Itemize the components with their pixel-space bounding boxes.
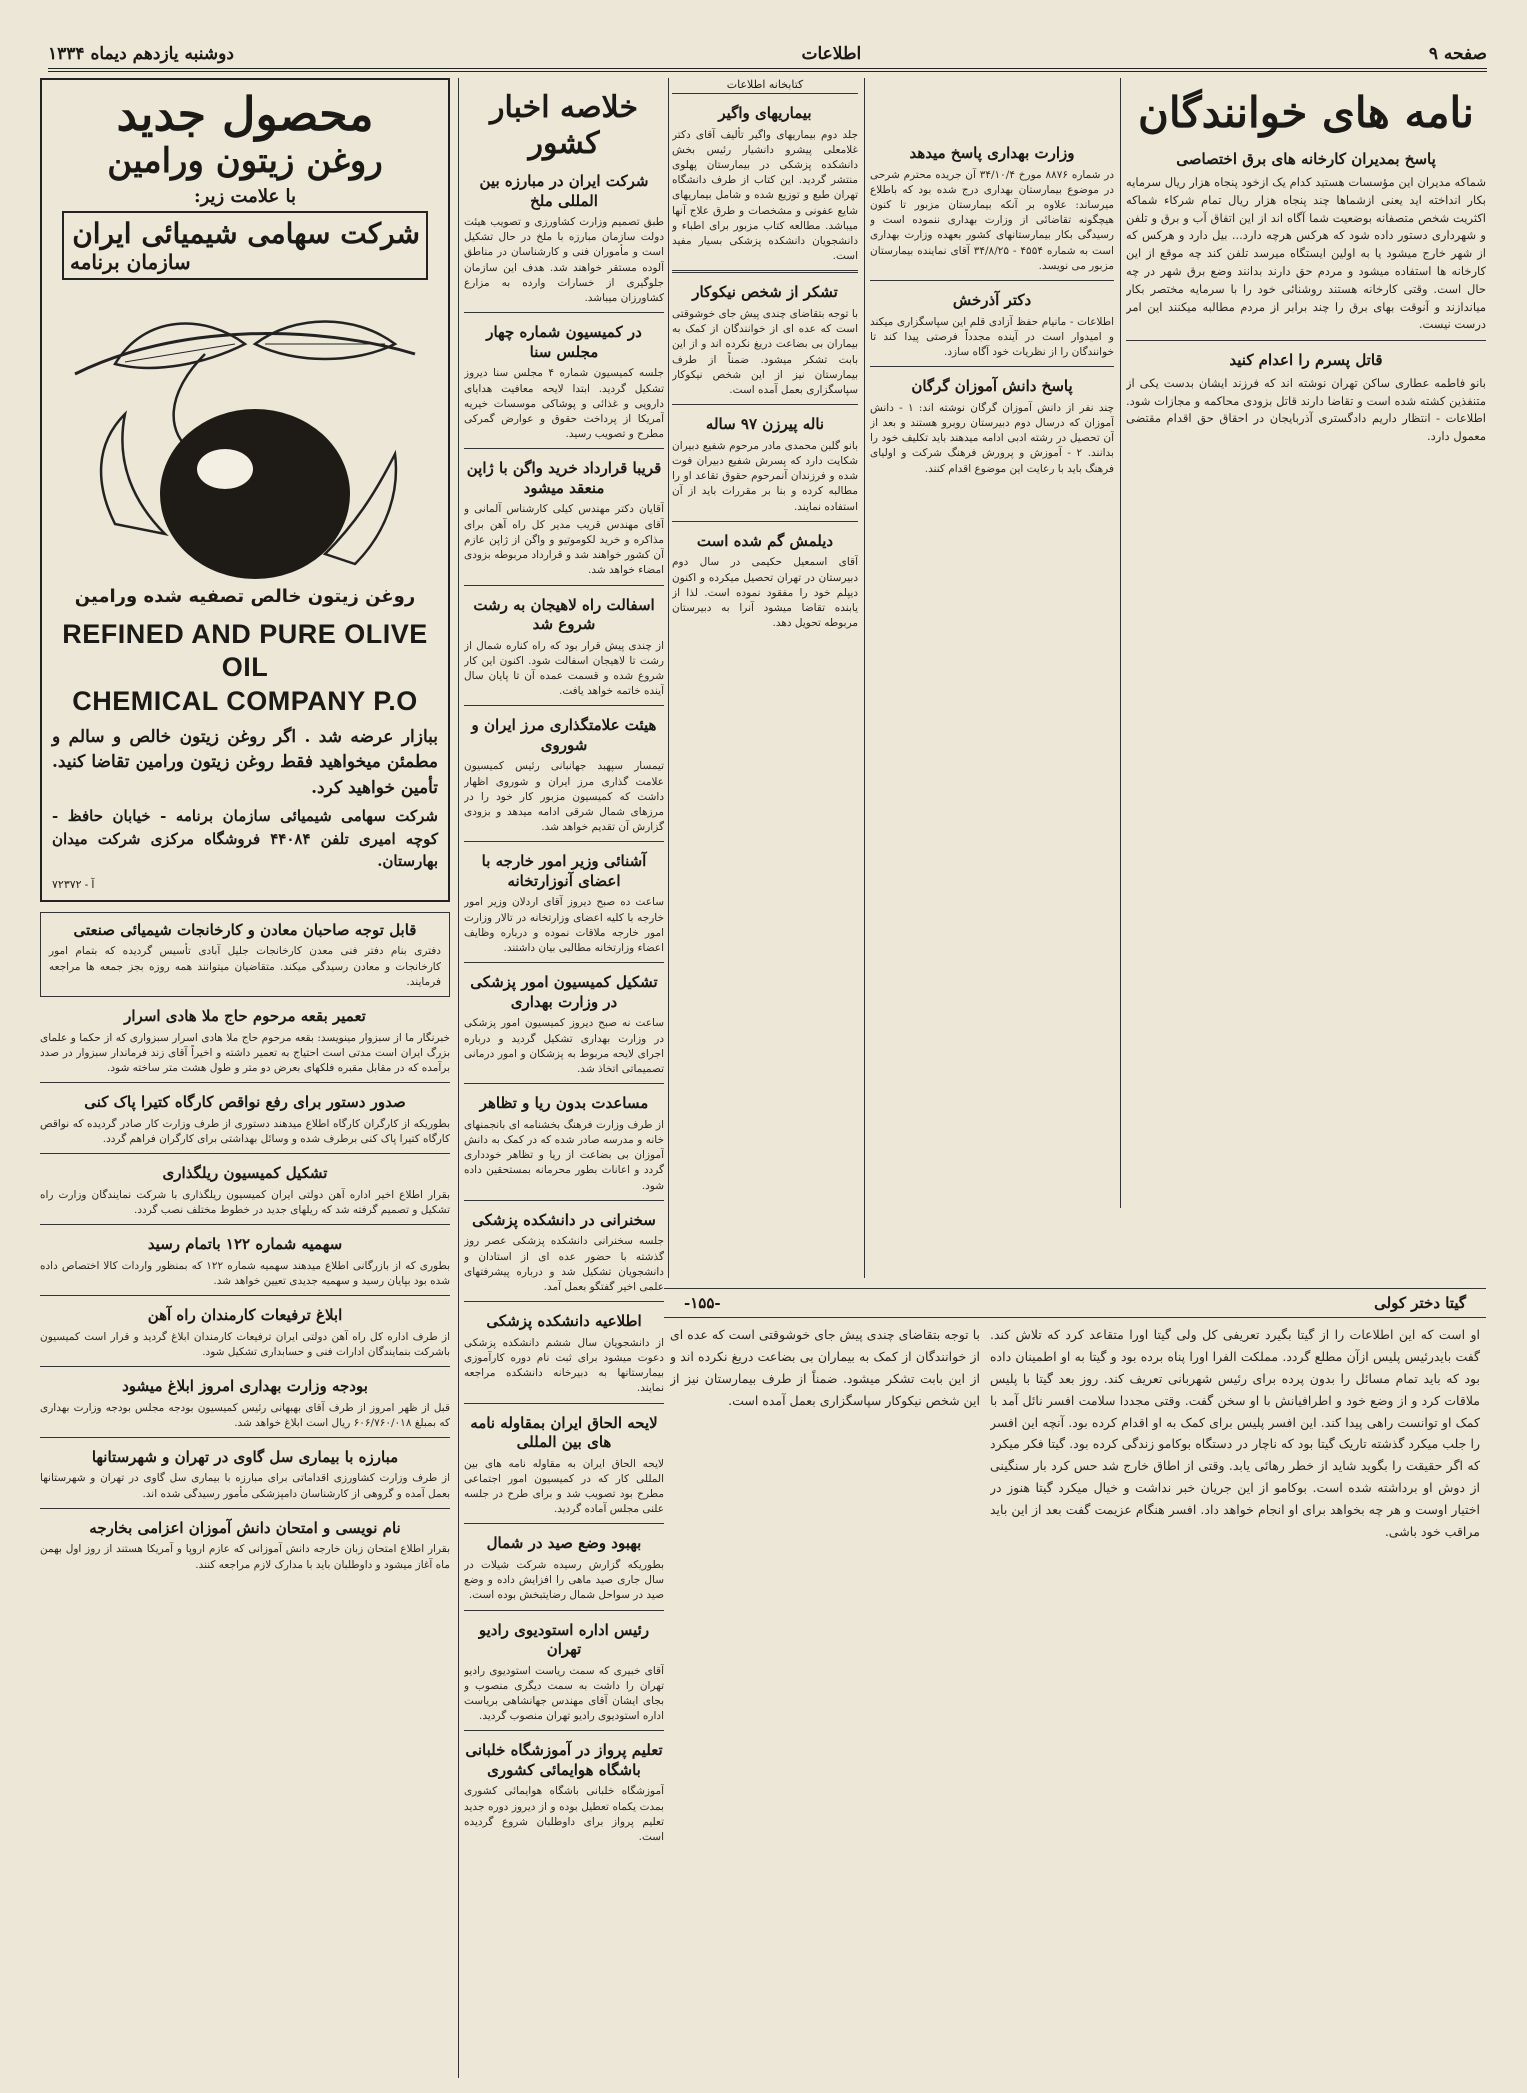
news-heading: اسفالت راه لاهیجان به رشت شروع شد (473, 595, 655, 633)
misc-heading: دیلمش گم شده است (696, 531, 834, 550)
news-title: خلاصه اخبار کشور (489, 90, 638, 161)
news-body: آقای خبیری که سمت ریاست استودیوی رادیو تهران را داشت به سمت دیگری منصوب و بجای ایشان آقای مهندس جهانشاهی بریاست اداره استودیوی رادیو تهران منصوب گردید. (464, 1664, 664, 1723)
masthead-rule (48, 68, 1487, 72)
news-body: ساعت ده صبح دیروز آقای اردلان وزیر امور خارجه با کلیه اعضای وزارتخانه در تالار وزارت امور خارجه ملاقات نموده و درباره وظایف اعضاء وزارتخانه مطالبی بیان داشتند. (464, 896, 664, 955)
ad-english-line-1: REFINED AND PURE OLIVE OIL (62, 618, 428, 683)
divider (464, 1403, 664, 1404)
letter-body: چند نفر از دانش آموزان گرگان نوشته اند: ۱ - دانش آموزان که درسال دوم دبیرستان روبرو هستند و بعد از آن تحصیل در رشته ادبی ادامه میدهند باید تکلیف خود را بدانند. ۲ - آموزش و پرورش فرهنگ شرکت و اولیای فرهنگ باید با رعایت این موضوع اقدام کنند. (870, 401, 1114, 475)
misc-column (672, 78, 858, 1258)
news-body: طبق تصمیم وزارت کشاورزی و تصویب هیئت دولت سازمان مبارزه با ملخ در حال تشکیل است و مأموران فنی و کارشناسان در مناطق آلوده مستقر خواهند شد. هدف این سازمان جلوگیری از خسارات وارده به مزارع کشاورزان میباشد. (464, 216, 664, 305)
divider (464, 1730, 664, 1731)
left-news-heading: سهمیه شماره ۱۲۲ باتمام رسید (147, 1235, 343, 1254)
left-news-heading: تشکیل کمیسیون ریلگذاری (162, 1164, 328, 1183)
divider (464, 1610, 664, 1611)
left-news-body: خبرنگار ما از سبزوار مینویسد: بقعه مرحوم حاج ملا هادی اسرار سبزواری که از حکما و علمای بزرگ ایران است مدتی است احتیاج به تعمیر داشته و اخیراً آقای زند فرماندار سبزوار در صدد برآمده که در مقابل مقبره فلکهای بعرض دو متر و طول هشت متر ساخته شود. (40, 1031, 450, 1075)
ad-logo-box (62, 211, 428, 280)
letter-body: در شماره ۸۸۷۶ مورخ ۳۴/۱۰/۴ آن جریده محترم شرحی در موضوع بیمارستان بهداری درج شده بود که باطلاع میرساند: علاوه بر آنکه بیمارستان مزبور تا کنون هیچگونه تقاضائی از وزارت بهداری ننموده است و رسیدگی بکار بیمارستانهای کشور بعهده وزارت بهداری است به شماره ۴۵۵۴ - ۳۴/۸/۲۵ آقای نماینده بیمارستان مزبور می نویسد. (870, 168, 1114, 272)
letter-heading: دکتر آذرخش (952, 291, 1032, 310)
misc-heading: ناله پیرزن ۹۷ ساله (705, 415, 825, 434)
ad-product-line: روغن زیتون خالص تصفیه شده ورامین (74, 585, 416, 607)
left-news-heading: نام نویسی و امتحان دانش آموزان اعزامی بخارجه (89, 1518, 401, 1537)
left-news-heading: صدور دستور برای رفع نواقص کارگاه کتیرا پاک کنی (84, 1093, 406, 1112)
serial-body-cont: با توجه بتقاضای چندی پیش جای خوشوقتی است که عده ای از خوانندگان از کمک به بیماران بی بضاعت دریغ نکرده اند و از این بابت تشکر میشود. ضمناً از طرف بیمارستان نیز از این شخص نیکوکار سپاسگزاری بعمل آمده است. (670, 1327, 980, 1408)
divider (672, 521, 858, 522)
ad-address: شرکت سهامی شیمیائی سازمان برنامه - خیابان حافظ - کوچه امیری تلفن ۴۴۰۸۴ فروشگاه مرکزی شرکت میدان بهارستان. (52, 807, 438, 871)
divider (40, 1366, 450, 1367)
column-separator (458, 78, 459, 2078)
divider (40, 1153, 450, 1154)
news-body: ساعت نه صبح دیروز کمیسیون امور پزشکی در وزارت بهداری تشکیل گردید و درباره اجرای لایحه مربوط به پزشکان و امور درمانی تصمیماتی اتخاذ شد. (464, 1017, 664, 1075)
ad-org-fa: سازمان برنامه (70, 249, 191, 274)
left-news-body: از طرف وزارت کشاورزی اقداماتی برای مبارزه با بیماری سل گاوی در تهران و شهرستانها بعمل آمده و گروهی از کارشناسان دامپزشکی مأمور رسیدگی شده اند. (40, 1472, 450, 1500)
news-body: جلسه سخنرانی دانشکده پزشکی عصر روز گذشته با حضور عده ای از استادان و دانشجویان تشکیل شد و درباره پیشرفتهای علمی اخیر گفتگو بعمل آمد. (464, 1235, 664, 1293)
news-heading: شرکت ایران در مبارزه بین المللی ملخ (479, 172, 649, 210)
ad-subtitle: روغن زیتون ورامین (107, 140, 383, 181)
divider (40, 1082, 450, 1083)
news-items (464, 172, 664, 1845)
serial-body: او است که این اطلاعات را از گیتا بگیرد تعریفی کل ولی گیتا اورا متقاعد کرد که تلاش کند. گفت بایدرئیس پلیس ازآن مطلع گردد. مملکت الفرا اورا پناه برده بود و گیتا به او اطمینان داده بود که باید تمام مسائل را بدون پرده برای رئیس شهربانی تعریف کند. روز بعد گیتا با پلیس ملاقات کرد و از وضع خود و اطرافیانش با او سخن گفت. وقتی مجددا سلامت افسر نائل آمد با کمک او توانست راهی پیدا کند. این افسر پلیس برای کمک به او اقدام کرده بود. آنچه این افسر را جلب میکرد گذشته تاریک گیتا بود که ناچار در دستگاه بوکامو زندگی کرده بود. گیتا فکر میکرد که اگر حقیقت را بگوید شاید از خطر رهائی یابد. وقتی از اطاق خارج شد حس کرد بار سنگینی از دوش او برداشته شده است. بوکامو از این جریان خبر نداشت و خیال میکرد گیتا هنوز در اختیار اوست و هر چه بخواهد برای او انجام خواهد داد. افسر هنگام عزیمت گفت بعد از این باید مراقب خود باشی. (990, 1327, 1480, 1539)
news-body: آموزشگاه خلبانی باشگاه هوایمائی کشوری بمدت یکماه تعطیل بوده و از دیروز دوره جدید تعلیم پرواز برای داوطلبان شروع گردیده است. (464, 1785, 664, 1844)
divider (464, 312, 664, 313)
news-heading: رئیس اداره استودیوی رادیو تهران (478, 1620, 650, 1659)
serial-column-right (990, 1324, 1480, 1984)
news-heading: لایحه الحاق ایران بمقاوله نامه های بین المللی (470, 1413, 658, 1452)
divider (1126, 340, 1486, 341)
letters-column-2 (870, 78, 1114, 1208)
notice-box (40, 912, 450, 997)
ad-serial: آ - ۷۲۳۷۲ (52, 878, 95, 891)
divider (464, 1301, 664, 1302)
news-heading: تعلیم پرواز در آموزشگاه خلبانی باشگاه هوایمائی کشوری (465, 1741, 663, 1779)
news-body: تیمسار سپهبد جهانبانی رئیس کمیسیون علامت گذاری مرز ایران و شوروی اظهار داشت که کمیسیون مزبور کار خود را در مرزهای شمال شرقی ادامه میدهد و بزودی گزارش آن تقدیم خواهد شد. (464, 760, 664, 834)
divider (464, 841, 664, 842)
letter-heading: وزارت بهداری پاسخ میدهد (909, 144, 1075, 162)
news-body: از دانشجویان سال ششم دانشکده پزشکی دعوت میشود برای ثبت نام دوره کارآموزی بیمارستانها به دبیرخانه دانشکده مراجعه نمایند. (464, 1336, 664, 1395)
olive-oil-advertisement (40, 78, 450, 902)
letter-body: اطلاعات - مانیام حفظ آزادی قلم این سپاسگزاری میکند و امیدوار است در آینده مجدداً فرصتی پیدا کند تا خوانندگان را از نظریات خود آگاه سازد. (870, 315, 1114, 358)
letter-heading: پاسخ بمدیران کارخانه های برق اختصاصی (1176, 150, 1436, 169)
news-body: بطوریکه گزارش رسیده شرکت شیلات در سال جاری صید ماهی را افزایش داده و وضع صید در سواحل شمال رضایتبخش بوده است. (464, 1558, 664, 1602)
news-heading: بهبود وضع صید در شمال (486, 1534, 642, 1553)
page-number: صفحه ۹ (1428, 44, 1487, 64)
serial-header (664, 1288, 1486, 1318)
divider (464, 1200, 664, 1201)
left-news-heading: بودجه وزارت بهداری امروز ابلاغ میشود (122, 1377, 368, 1395)
misc-heading: بیماریهای واگیر (718, 104, 812, 122)
misc-body: با توجه بتقاضای چندی پیش جای خوشوقتی است که عده ای از خوانندگان از کمک به بیماران بی بضاعت دریغ نکرده اند و از این بابت تشکر میشود. ضمناً از طرف بیمارستان نیز از این شخص نیکوکار سپاسگزاری بعمل آمده است. (672, 307, 858, 397)
notice-heading: قابل توجه صاحبان معادن و کارخانجات شیمیائی صنعتی (73, 920, 417, 939)
news-heading: در کمیسیون شماره چهار مجلس سنا (486, 323, 642, 361)
letters-column (1126, 78, 1486, 1208)
letters-title: نامه های خوانندگان (1138, 88, 1474, 137)
divider (870, 280, 1114, 281)
divider (464, 962, 664, 963)
left-news-heading: تعمیر بقعه مرحوم حاج ملا هادی اسرار (124, 1007, 366, 1026)
paper-name: اطلاعات (801, 44, 862, 64)
news-body: از طرف وزارت فرهنگ بخشنامه ای بانجمنهای خانه و مدرسه صادر شده که در کمک به دانش آموزان بی بضاعت از ریا و تظاهر خودداری گردد و اعانات بطور محرمانه بمستحقین داده شود. (464, 1118, 664, 1192)
column-separator (668, 78, 669, 1278)
notice-body: دفتری بنام دفتر فنی معدن کارخانجات جلیل آبادی تأسیس گردیده که بتمام امور کارخانجات و معادن رسیدگی میکند. متقاضیان میتوانند همه روزه بجز جمعه ها مراجعه فرمایند. (49, 945, 441, 988)
news-body: از چندی پیش قرار بود که راه کناره شمال از رشت تا لاهیجان اسفالت شود. اکنون این کار شروع شده و قسمت عمده آن تا پایان سال آینده خاتمه خواهد یافت. (464, 639, 664, 698)
divider (40, 1437, 450, 1438)
serial-column-left (670, 1324, 980, 1984)
left-news-items (40, 1007, 450, 1573)
divider (40, 1508, 450, 1509)
ad-body: ببازار عرضه شد . اگر روغن زیتون خالص و سالم و مطمئن میخواهید فقط روغن زیتون ورامین تقاضا کنید. تأمین خواهید کرد. (52, 726, 438, 798)
news-body: لایحه الحاق ایران به مقاوله نامه های بین المللی کار که در کمیسیون امور اجتماعی مطرح بود تصویب شد و برای طرح در جلسه علنی مجلس آماده گردید. (464, 1457, 664, 1516)
divider (672, 270, 858, 273)
news-heading: تشکیل کمیسیون امور پزشکی در وزارت بهداری (470, 973, 658, 1011)
left-news-body: بقرار اطلاع اخیر اداره آهن دولتی ایران کمیسیون ریلگذاری با شرکت نمایندگان وزارت راه تشکیل و تصمیم گرفته شد که ریلهای جدید در خطوط مختلف نصب گردد. (40, 1188, 450, 1216)
letter-body: بانو فاطمه عطاری ساکن تهران نوشته اند که فرزند ایشان بدست یکی از متنفذین کشته شده است و تقاضا دارند قاتل بزودی محاکمه و مجازات شود. اطلاعات - انتظار داریم دادگستری آذربایجان در احقاق حق اقدام مقتضی معمول دارد. (1126, 375, 1486, 444)
left-news-body: بطوری که از بازرگانی اطلاع میدهند سهمیه شماره ۱۲۲ که بمنظور واردات کالا اختصاص داده شده بود بپایان رسید و سهمیه جدیدی تعیین خواهد شد. (40, 1259, 450, 1287)
ad-serial-row (52, 873, 438, 892)
olive-branch-illustration (55, 284, 435, 614)
misc-heading: تشکر از شخص نیکوکار (692, 283, 838, 302)
news-heading: قریبا قرارداد خرید واگن با ژاپن منعقد میشود (466, 459, 662, 497)
left-news-heading: مبارزه با بیماری سل گاوی در تهران و شهرستانها (91, 1447, 399, 1466)
column-separator (864, 78, 865, 1278)
ad-company-fa: شرکت سهامی شیمیائی ایران (72, 216, 420, 250)
news-heading: مساعدت بدون ریا و تظاهر (479, 1094, 649, 1113)
left-news-body: از طرف اداره کل راه آهن دولتی ایران ترفیعات کارمندان ابلاغ گردید و قرار است کمیسیون باشرکت بنمایندگان ادارات فنی و حسابداری تشکیل شود. (40, 1330, 450, 1358)
news-body: جلسه کمیسیون شماره ۴ مجلس سنا دیروز تشکیل گردید. ابتدا لایحه معافیت هدایای دارویی و غذائی و پوشاکی موسسات خیریه آمریکا از پرداخت حقوق و عوارض گمرکی مطرح و تصویب رسید. (464, 367, 664, 441)
serial-title: گیتا دختر کولی (1374, 1294, 1466, 1312)
news-heading: اطلاعیه دانشکده پزشکی (486, 1312, 642, 1331)
divider (464, 1523, 664, 1524)
masthead (48, 36, 1487, 72)
news-heading: هیئت علامتگذاری مرز ایران و شوروی (471, 716, 657, 754)
left-column (40, 78, 450, 2078)
ad-mark-label: با علامت زیر: (193, 185, 297, 207)
divider (870, 366, 1114, 367)
news-column (464, 78, 664, 2078)
letter-heading: قاتل پسرم را اعدام کنید (1229, 351, 1383, 370)
divider (464, 448, 664, 449)
divider (40, 1295, 450, 1296)
ad-english-line-2: CHEMICAL COMPANY P.O (72, 686, 418, 717)
misc-body: جلد دوم بیماریهای واگیر تألیف آقای دکتر غلامعلی پیشرو دانشیار رئیس بخش دانشکده پزشکی در بیمارستان پهلوی منتشر گردید. این کتاب از طرف دانشگاه تهران طبع و توزیع شده و شامل بیماریهای شایع عفونی و مشخصات و طرق علاج آنها میباشد. مطالعه کتاب مزبور برای اطباء و دانشجویان دانشکده پزشکی بسیار مفید است. (672, 128, 858, 263)
misc-body: بانو گلبن محمدی مادر مرحوم شفیع دبیران شکایت دارد که پسرش شفیع دبیران فوت شده و فرزندان آنمرحوم حقوق تقاعد او را مطالبه کرده و بنا بر مقررات باید از آن استفاده نمایند. (672, 439, 858, 513)
divider (672, 404, 858, 405)
left-news-heading: ابلاغ ترفیعات کارمندان راه آهن (147, 1306, 343, 1325)
left-news-body: بقرار اطلاع امتحان زبان خارجه دانش آموزانی که عازم اروپا و آمریکا هستند از روز اول بهمن ماه آغاز میشود و داوطلبان باید با مدارک لازم مراجعه کنند. (40, 1543, 450, 1571)
news-heading: آشنائی وزیر امور خارجه با اعضای آنوزارتخانه (481, 852, 647, 890)
letter-heading: پاسخ دانش آموزان گرگان (911, 377, 1073, 396)
serial-number: -۱۵۵- (684, 1294, 721, 1312)
divider (464, 585, 664, 586)
news-heading: سخنرانی در دانشکده پزشکی (472, 1210, 656, 1229)
divider (464, 1083, 664, 1084)
ad-title: محصول جدید (116, 87, 374, 141)
left-news-body: قبل از ظهر امروز از طرف آقای بهبهانی رئیس کمیسیون بودجه مجلس بودجه وزارت بهداری که بمبلغ ۶۰۶/۷۶۰/۰۱۸ ریال است ابلاغ خواهد شد. (40, 1401, 450, 1429)
misc-body: آقای اسمعیل حکیمی در سال دوم دبیرستان در تهران تحصیل میکرده و اکنون دیپلم خود را مفقود نموده است. لذا از یابنده تقاضا میشود آنرا به دبیرستان مربوطه تحویل دهد. (672, 556, 858, 630)
divider (40, 1224, 450, 1225)
date-line: دوشنبه یازدهم دیماه ۱۳۳۴ (48, 44, 234, 64)
left-news-body: بطوریکه از کارگران کارگاه اطلاع میدهند دستوری از طرف وزارت کار صادر گردیده که نواقص کارگاه کتیرا پاک کنی برطرف شده و وسائل بهداشتی برای کارگران فراهم گردد. (40, 1117, 450, 1145)
column-tag: کتابخانه اطلاعات (672, 78, 858, 94)
column-separator (1120, 78, 1121, 1208)
letter-body: شماکه مدیران این مؤسسات هستید کدام یک ازخود پنجاه هزار ریال سرمایه بکار انداخته اید یعنی ازشماها چند پنجاه هزار ریال تمام شرکاء شماکه اکثریت شخص متصفانه بوضعیت شما آگاه اند از این اتفاق آب و برق و تلفن و شهرداری دستور داده شود که هرکس هرچه دارد... بیل دارد و هرکس که از شهر خارج میشود یا به اولین ایستگاه میرسد تلفن کند چه موقع از این کارخانه ها استفاده میشود و مردم حق دارند بدانند وضع برق شهر در چه حال است. وقتی کارخانه هستند روشنائی خود را با سرمایه مختصر بکار میاندازند و آنوقت بهای برق را چند برابر از مردم مطالبه میکنند این امر درست نیست. (1126, 174, 1486, 332)
divider (464, 705, 664, 706)
news-body: آقایان دکتر مهندس کیلی کارشناس آلمانی و آقای مهندس قریب مدیر کل راه آهن برای مذاکره و خرید لکوموتیو و واگن از ژاپن عازم آن کشور خواهند شد و قرارداد مربوطه بزودی امضاء خواهد شد. (464, 503, 664, 577)
